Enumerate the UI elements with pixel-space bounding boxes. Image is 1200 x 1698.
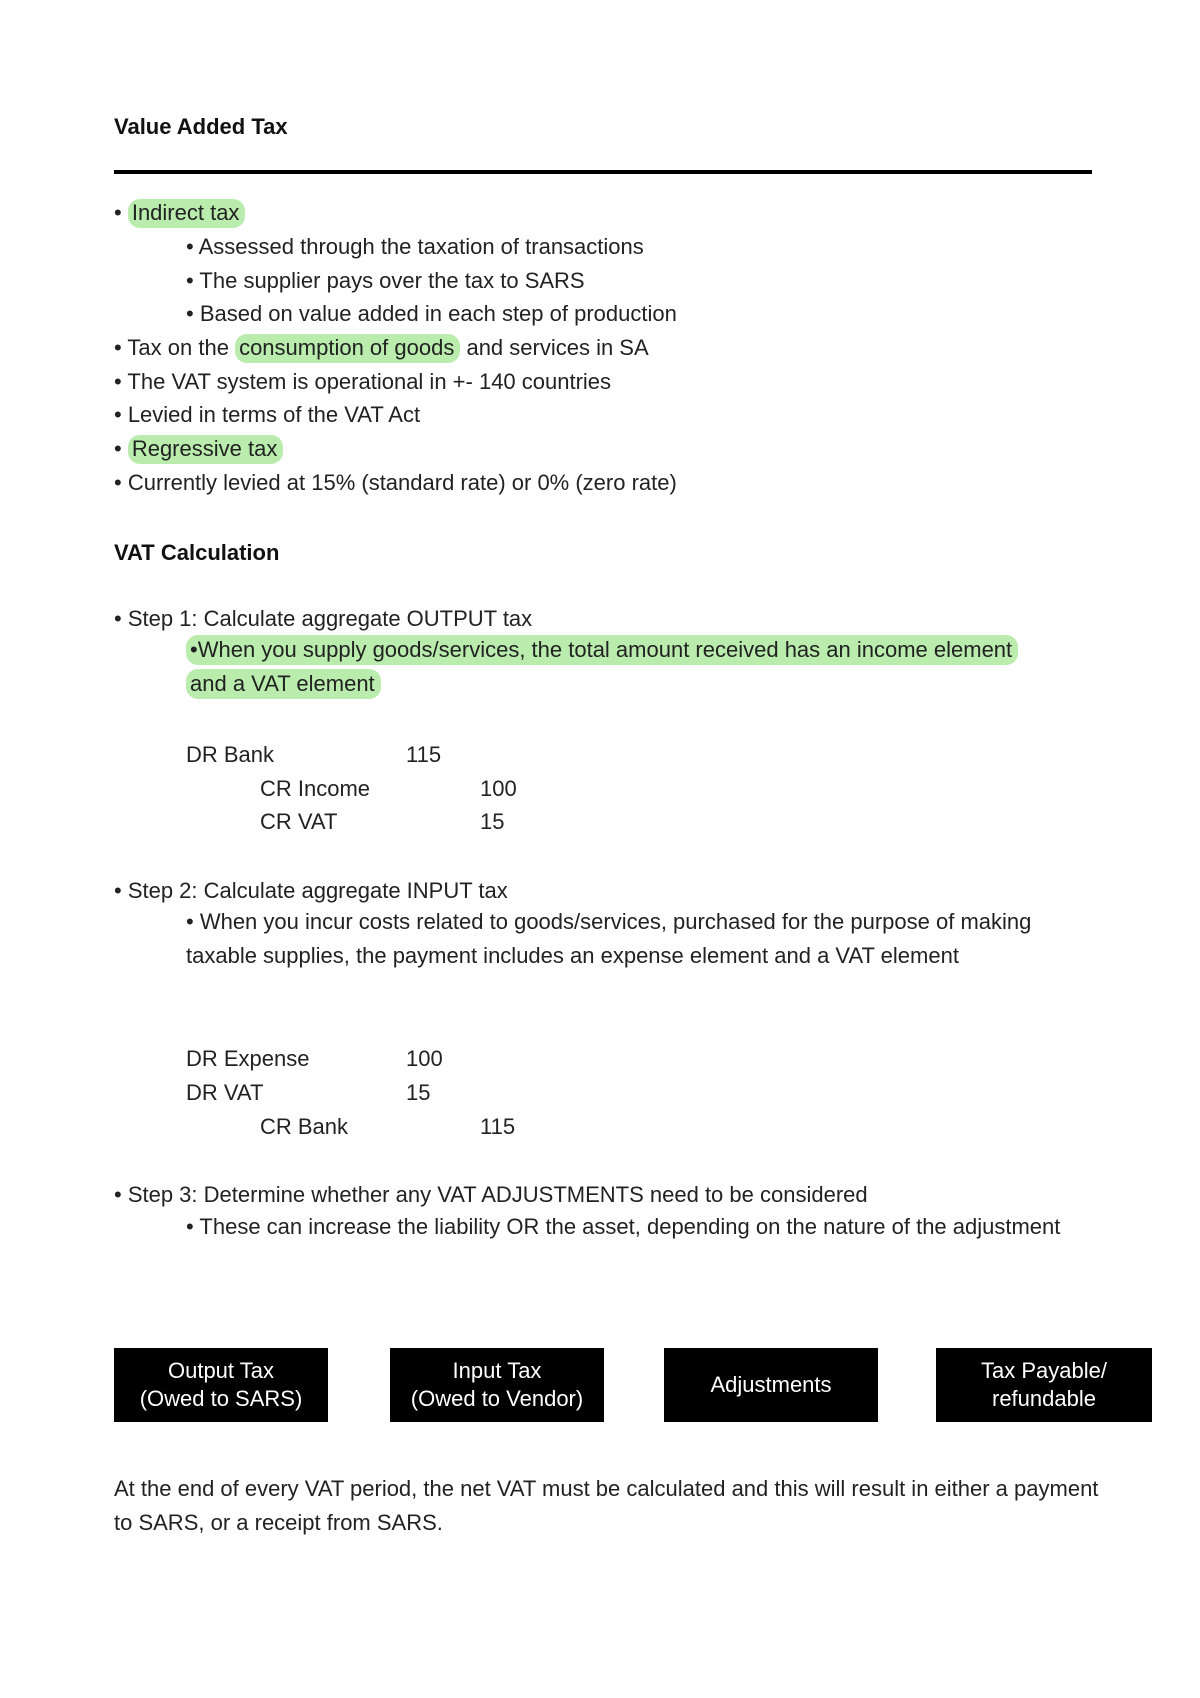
flow-box-output-tax: [114, 1348, 328, 1422]
flow-box-adjustments: [664, 1348, 878, 1422]
journal2-cr-bank-label: CR Bank: [260, 1114, 349, 1139]
highlight-consumption-of-goods: consumption of goods: [235, 334, 460, 363]
journal2-dr-vat-value: 15: [406, 1080, 431, 1105]
step-3-detail: • These can increase the liability OR the asset, depending on the nature of the adjustment: [186, 1214, 1061, 1239]
flow-box-adjustments-label: Adjustments: [710, 1372, 832, 1397]
journal2-dr-expense-value: 100: [406, 1046, 443, 1071]
flow-box-tax-payable: [936, 1348, 1152, 1422]
journal1-cr-income-label: CR Income: [260, 776, 371, 801]
bullet-consumption: [114, 335, 649, 361]
step-2-detail: • When you incur costs related to goods/services, purchased for the purpose of making taxable supplies, the payment includes an expense element and a VAT element: [186, 909, 1032, 968]
highlight-regressive-tax: Regressive tax: [128, 435, 284, 464]
journal1-cr-vat-value: 15: [480, 809, 505, 834]
journal2-dr-vat-label: DR VAT: [186, 1080, 264, 1105]
highlight-step-1-detail: •When you supply goods/services, the total amount received has an income element and a VAT element: [186, 635, 1018, 699]
flow-box-input-tax: [390, 1348, 604, 1422]
journal2-dr-expense-label: DR Expense: [186, 1046, 310, 1071]
page-title: Value Added Tax: [114, 114, 288, 139]
step-1-detail-text: When you supply goods/services, the total amount received has an income element and a VAT element: [190, 637, 1013, 696]
journal1-cr-income-value: 100: [480, 776, 517, 801]
step-2: • Step 2: Calculate aggregate INPUT tax: [114, 878, 508, 903]
bullet-regressive-tax: [114, 436, 283, 462]
journal2-cr-bank-value: 115: [480, 1114, 516, 1139]
sub-bullet-value-added: • Based on value added in each step of production: [186, 301, 677, 326]
highlight-indirect-tax: Indirect tax: [128, 199, 246, 228]
sub-bullet-assessed: • Assessed through the taxation of transactions: [186, 234, 644, 259]
bullet-glyph: •: [114, 436, 122, 461]
bullet-indirect-tax: [114, 200, 245, 226]
step-1: • Step 1: Calculate aggregate OUTPUT tax: [114, 606, 533, 631]
flow-box-tax-payable-label: Tax Payable/ refundable: [981, 1358, 1107, 1411]
bullet-current-rate: • Currently levied at 15% (standard rate) or 0% (zero rate): [114, 470, 677, 495]
bullet-consumption-pre: • Tax on the: [114, 335, 229, 360]
step-3: • Step 3: Determine whether any VAT ADJUSTMENTS need to be considered: [114, 1182, 868, 1207]
step-1-detail: [186, 633, 1026, 701]
bullet-glyph: •: [114, 200, 122, 225]
sub-bullet-supplier: • The supplier pays over the tax to SARS: [186, 268, 585, 293]
journal1-cr-vat-label: CR VAT: [260, 809, 338, 834]
section-title-vat-calculation: VAT Calculation: [114, 540, 280, 565]
journal1-dr-bank-label: DR Bank: [186, 742, 275, 767]
footer-paragraph: At the end of every VAT period, the net VAT must be calculated and this will result in either a payment to SARS, or a receipt from SARS.: [114, 1476, 1099, 1535]
journal1-dr-bank-value: 115: [406, 742, 442, 767]
bullet-consumption-post: and services in SA: [466, 335, 649, 360]
flow-box-input-tax-label: Input Tax (Owed to Vendor): [410, 1358, 584, 1411]
bullet-countries: • The VAT system is operational in +- 140 countries: [114, 369, 612, 394]
flow-box-output-tax-label: Output Tax (Owed to SARS): [139, 1358, 303, 1411]
title-divider: [114, 170, 1092, 174]
bullet-vat-act: • Levied in terms of the VAT Act: [114, 402, 421, 427]
